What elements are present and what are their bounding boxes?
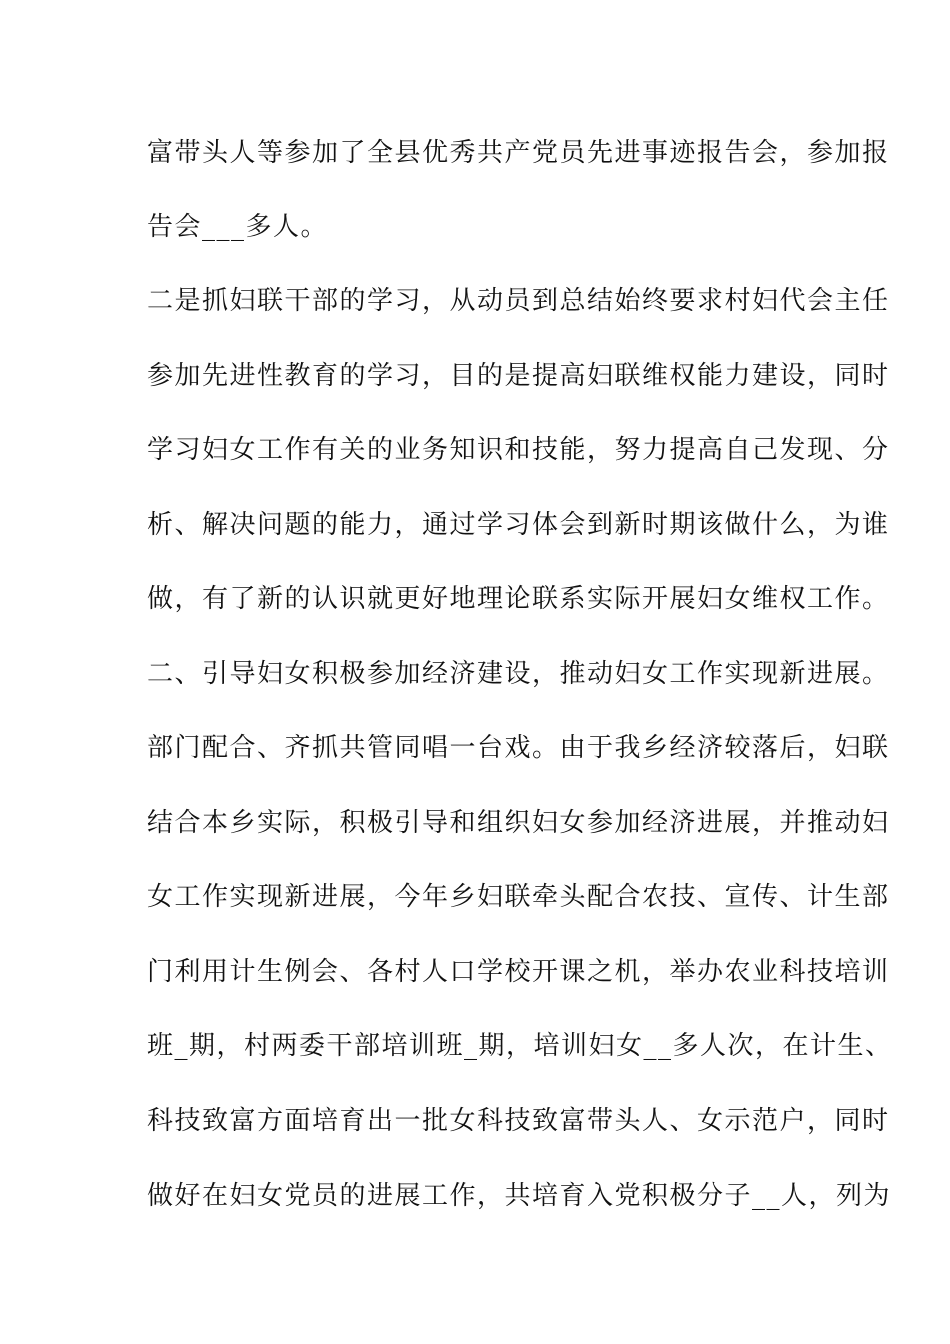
paragraph-line: 班_期，村两委干部培训班_期，培训妇女__多人次，在计生、 bbox=[147, 1031, 893, 1061]
paragraph-line: 学习妇女工作有关的业务知识和技能，努力提高自己发现、分 bbox=[147, 435, 890, 465]
paragraph-line: 女工作实现新进展，今年乡妇联牵头配合农技、宣传、计生部 bbox=[147, 882, 890, 912]
paragraph-line: 告会___多人。 bbox=[147, 212, 329, 242]
paragraph-line: 二是抓妇联干部的学习，从动员到总结始终要求村妇代会主任 bbox=[147, 286, 890, 316]
section-heading: 二、引导妇女积极参加经济建设，推动妇女工作实现新进展。 bbox=[147, 659, 890, 689]
paragraph-line: 结合本乡实际，积极引导和组织妇女参加经济进展，并推动妇 bbox=[147, 808, 890, 838]
paragraph-line: 门利用计生例会、各村人口学校开课之机，举办农业科技培训 bbox=[147, 957, 890, 987]
paragraph-line: 科技致富方面培育出一批女科技致富带头人、女示范户，同时 bbox=[147, 1106, 890, 1136]
paragraph-line: 做，有了新的认识就更好地理论联系实际开展妇女维权工作。 bbox=[147, 584, 890, 614]
paragraph-line: 做好在妇女党员的进展工作，共培育入党积极分子__人，列为 bbox=[147, 1181, 892, 1211]
paragraph-line: 富带头人等参加了全县优秀共产党员先进事迹报告会，参加报 bbox=[147, 138, 890, 168]
paragraph-line: 参加先进性教育的学习，目的是提高妇联维权能力建设，同时 bbox=[147, 361, 890, 391]
paragraph-line: 部门配合、齐抓共管同唱一台戏。由于我乡经济较落后，妇联 bbox=[147, 733, 890, 763]
paragraph-line: 析、解决问题的能力，通过学习体会到新时期该做什么，为谁 bbox=[147, 510, 890, 540]
